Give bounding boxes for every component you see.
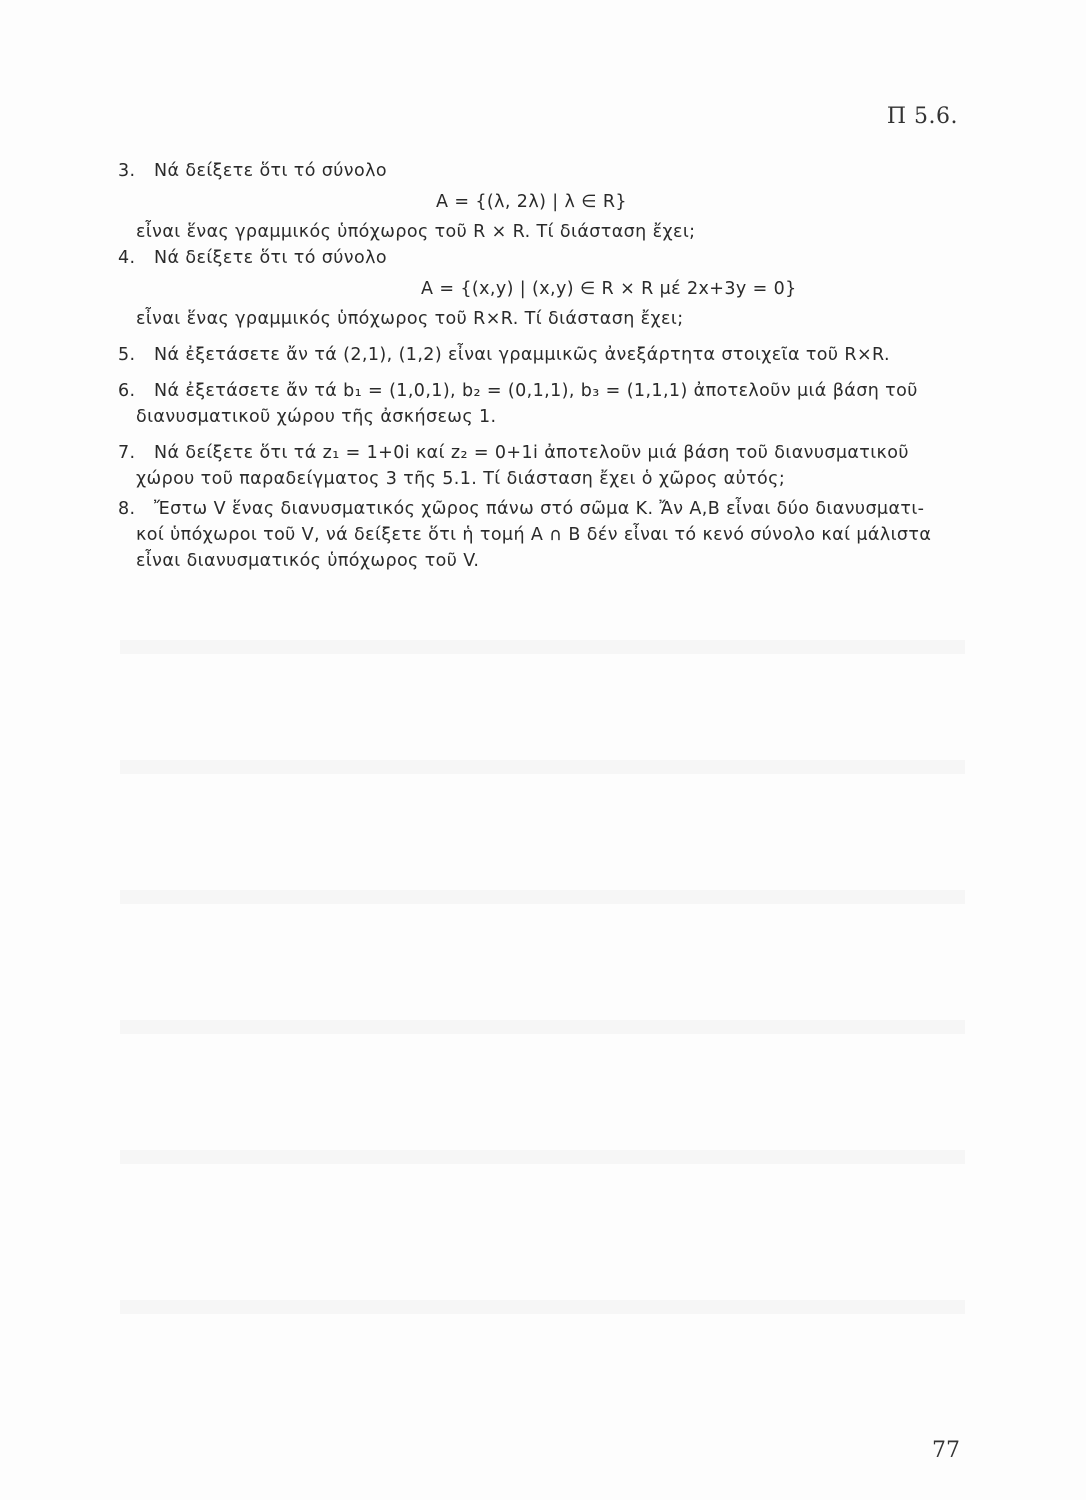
exercise-formula: A = {(λ, 2λ) | λ ∈ R}	[436, 192, 627, 212]
exercise-text: Νά δείξετε ὅτι τό σύνολο	[154, 248, 387, 268]
exercise-text: Νά ἐξετάσετε ἄν τά b₁ = (1,0,1), b₂ = (0,1,1), b₃ = (1,1,1) ἀποτελοῦν μιά βάση τοῦ	[154, 381, 918, 401]
exercise-7	[118, 440, 963, 492]
exercise-number: 7.	[118, 443, 136, 463]
exercise-text: κοί ὑπόχωροι τοῦ V, νά δείξετε ὅτι ἡ τομή A ∩ B δέν εἶναι τό κενό σύνολο καί μάλιστα	[136, 525, 932, 545]
exercise-number: 3.	[118, 161, 136, 181]
exercise-text: Ἔστω V ἕνας διανυσματικός χῶρος πάνω στό σῶμα K. Ἄν A,B εἶναι δύο διανυσματι-	[154, 499, 925, 519]
exercise-formula: A = {(x,y) | (x,y) ∈ R × R μέ 2x+3y = 0}	[421, 279, 797, 299]
exercise-number: 5.	[118, 345, 136, 365]
exercise-4	[118, 245, 963, 332]
exercise-3	[118, 158, 963, 245]
exercise-text: Νά δείξετε ὅτι τό σύνολο	[154, 161, 387, 181]
show-through-shadow	[120, 890, 965, 904]
show-through-shadow	[120, 1020, 965, 1034]
show-through-shadow	[120, 760, 965, 774]
exercise-text: Νά δείξετε ὅτι τά z₁ = 1+0i καί z₂ = 0+1i ἀποτελοῦν μιά βάση τοῦ διανυσματικοῦ	[154, 443, 909, 463]
exercise-number: 4.	[118, 248, 136, 268]
exercise-5	[118, 342, 963, 368]
exercise-8	[118, 496, 963, 574]
show-through-shadow	[120, 1150, 965, 1164]
exercise-list	[118, 158, 963, 574]
show-through-shadow	[120, 640, 965, 654]
exercise-text: χώρου τοῦ παραδείγματος 3 τῆς 5.1. Τί διάσταση ἔχει ὁ χῶρος αὐτός;	[136, 469, 786, 489]
exercise-number: 8.	[118, 499, 136, 519]
exercise-6	[118, 378, 963, 430]
exercise-text: εἶναι ἕνας γραμμικός ὑπόχωρος τοῦ R×R. Τί διάσταση ἔχει;	[136, 309, 684, 329]
exercise-text: εἶναι διανυσματικός ὑπόχωρος τοῦ V.	[136, 551, 480, 571]
section-header: Π 5.6.	[886, 104, 958, 129]
exercise-number: 6.	[118, 381, 136, 401]
exercise-text: διανυσματικοῦ χώρου τῆς ἀσκήσεως 1.	[136, 407, 497, 427]
exercise-text: Νά ἐξετάσετε ἄν τά (2,1), (1,2) εἶναι γραμμικῶς ἀνεξάρτητα στοιχεῖα τοῦ R×R.	[154, 345, 890, 365]
page-number: 77	[932, 1438, 960, 1463]
exercise-text: εἶναι ἕνας γραμμικός ὑπόχωρος τοῦ R × R. Τί διάσταση ἔχει;	[136, 222, 696, 242]
show-through-shadow	[120, 1300, 965, 1314]
